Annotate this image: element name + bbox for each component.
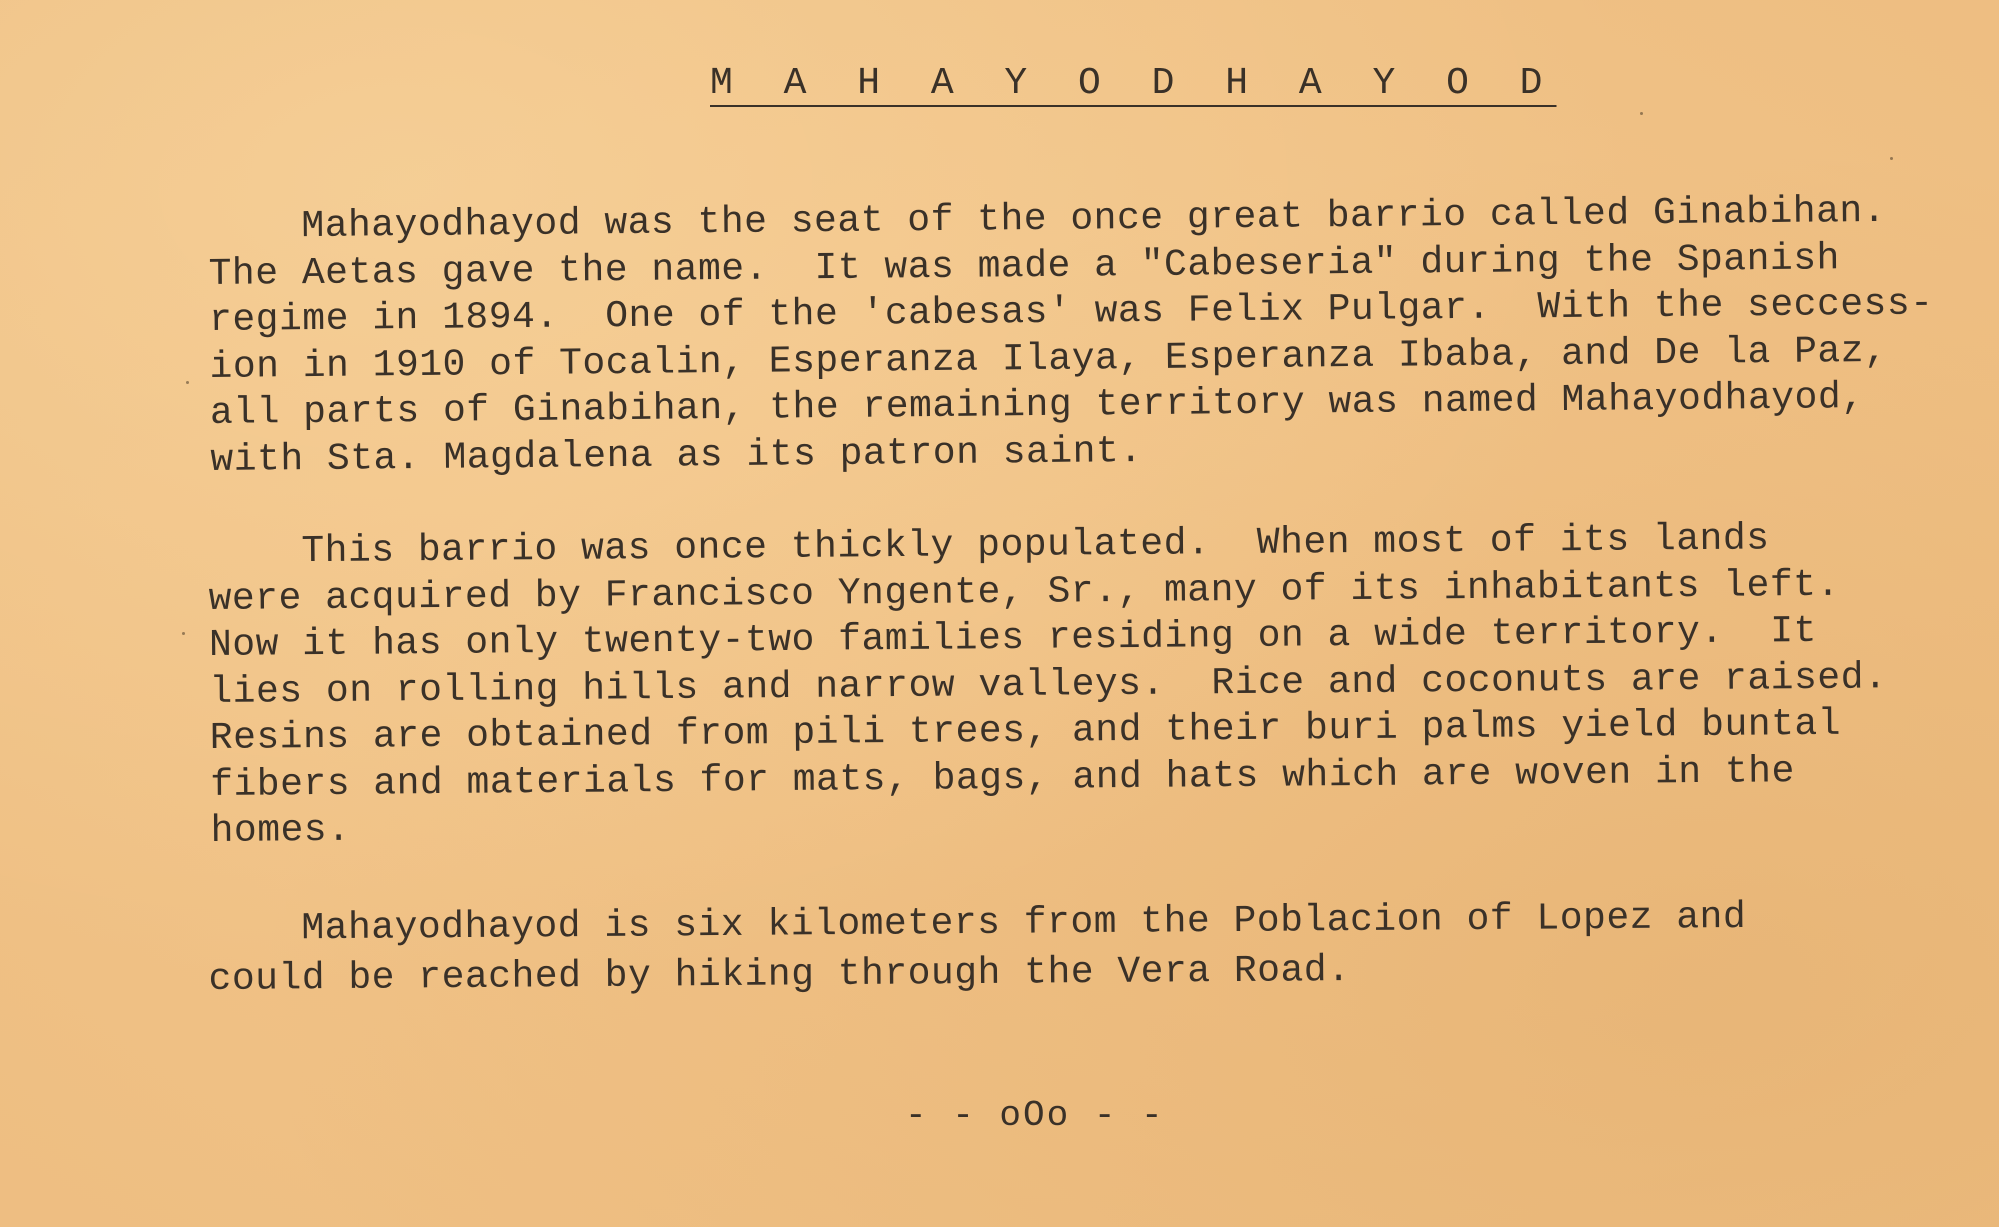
text-line: could be reached by hiking through the Vera Road. [208,949,1351,1001]
paragraph-3 [208,892,1909,1005]
text-line: fibers and materials for mats, bags, and hats which are woven in the [210,749,1796,807]
text-line: This barrio was once thickly populated. When most of its lands [208,517,1770,574]
text-line: Resins are obtained from pili trees, and their buri palms yield buntal [209,702,1842,760]
text-line: with Sta. Magdalena as its patron saint. [210,429,1143,482]
text-line: homes. [210,808,351,853]
text-line: Mahayodhayod was the seat of the once great barrio called Ginabihan. [208,189,1887,249]
text-line: Now it has only twenty-two families residing on a wide territory. It [208,609,1818,667]
paragraph-1 [208,189,1934,484]
text-line: Mahayodhayod is six kilometers from the Poblacion of Lopez and [208,895,1747,951]
text-line: were acquired by Francisco Yngente, Sr., many of its inhabitants left. [208,563,1840,621]
text-line: lies on rolling hills and narrow valleys. Rice and coconuts are raised. [209,655,1888,714]
paper-speck [182,632,185,635]
paper-speck [1890,157,1893,160]
text-line: ion in 1910 of Tocalin, Esperanza Ilaya, Esperanza Ibaba, and De la Paz, [209,329,1888,389]
text-line: all parts of Ginabihan, the remaining territory was named Mahayodhayod, [209,376,1865,435]
page-title: M A H A Y O D H A Y O D [710,62,1557,105]
end-mark: - - oOo - - [905,1095,1165,1136]
paper-speck [186,381,189,384]
paper-speck [1640,112,1643,115]
text-line: The Aetas gave the name. It was made a "Cabeseria" during the Spanish [208,236,1841,296]
paragraph-2 [208,515,1911,855]
text-line: regime in 1894. One of the 'cabesas' was Felix Pulgar. With the seccess- [208,282,1934,342]
